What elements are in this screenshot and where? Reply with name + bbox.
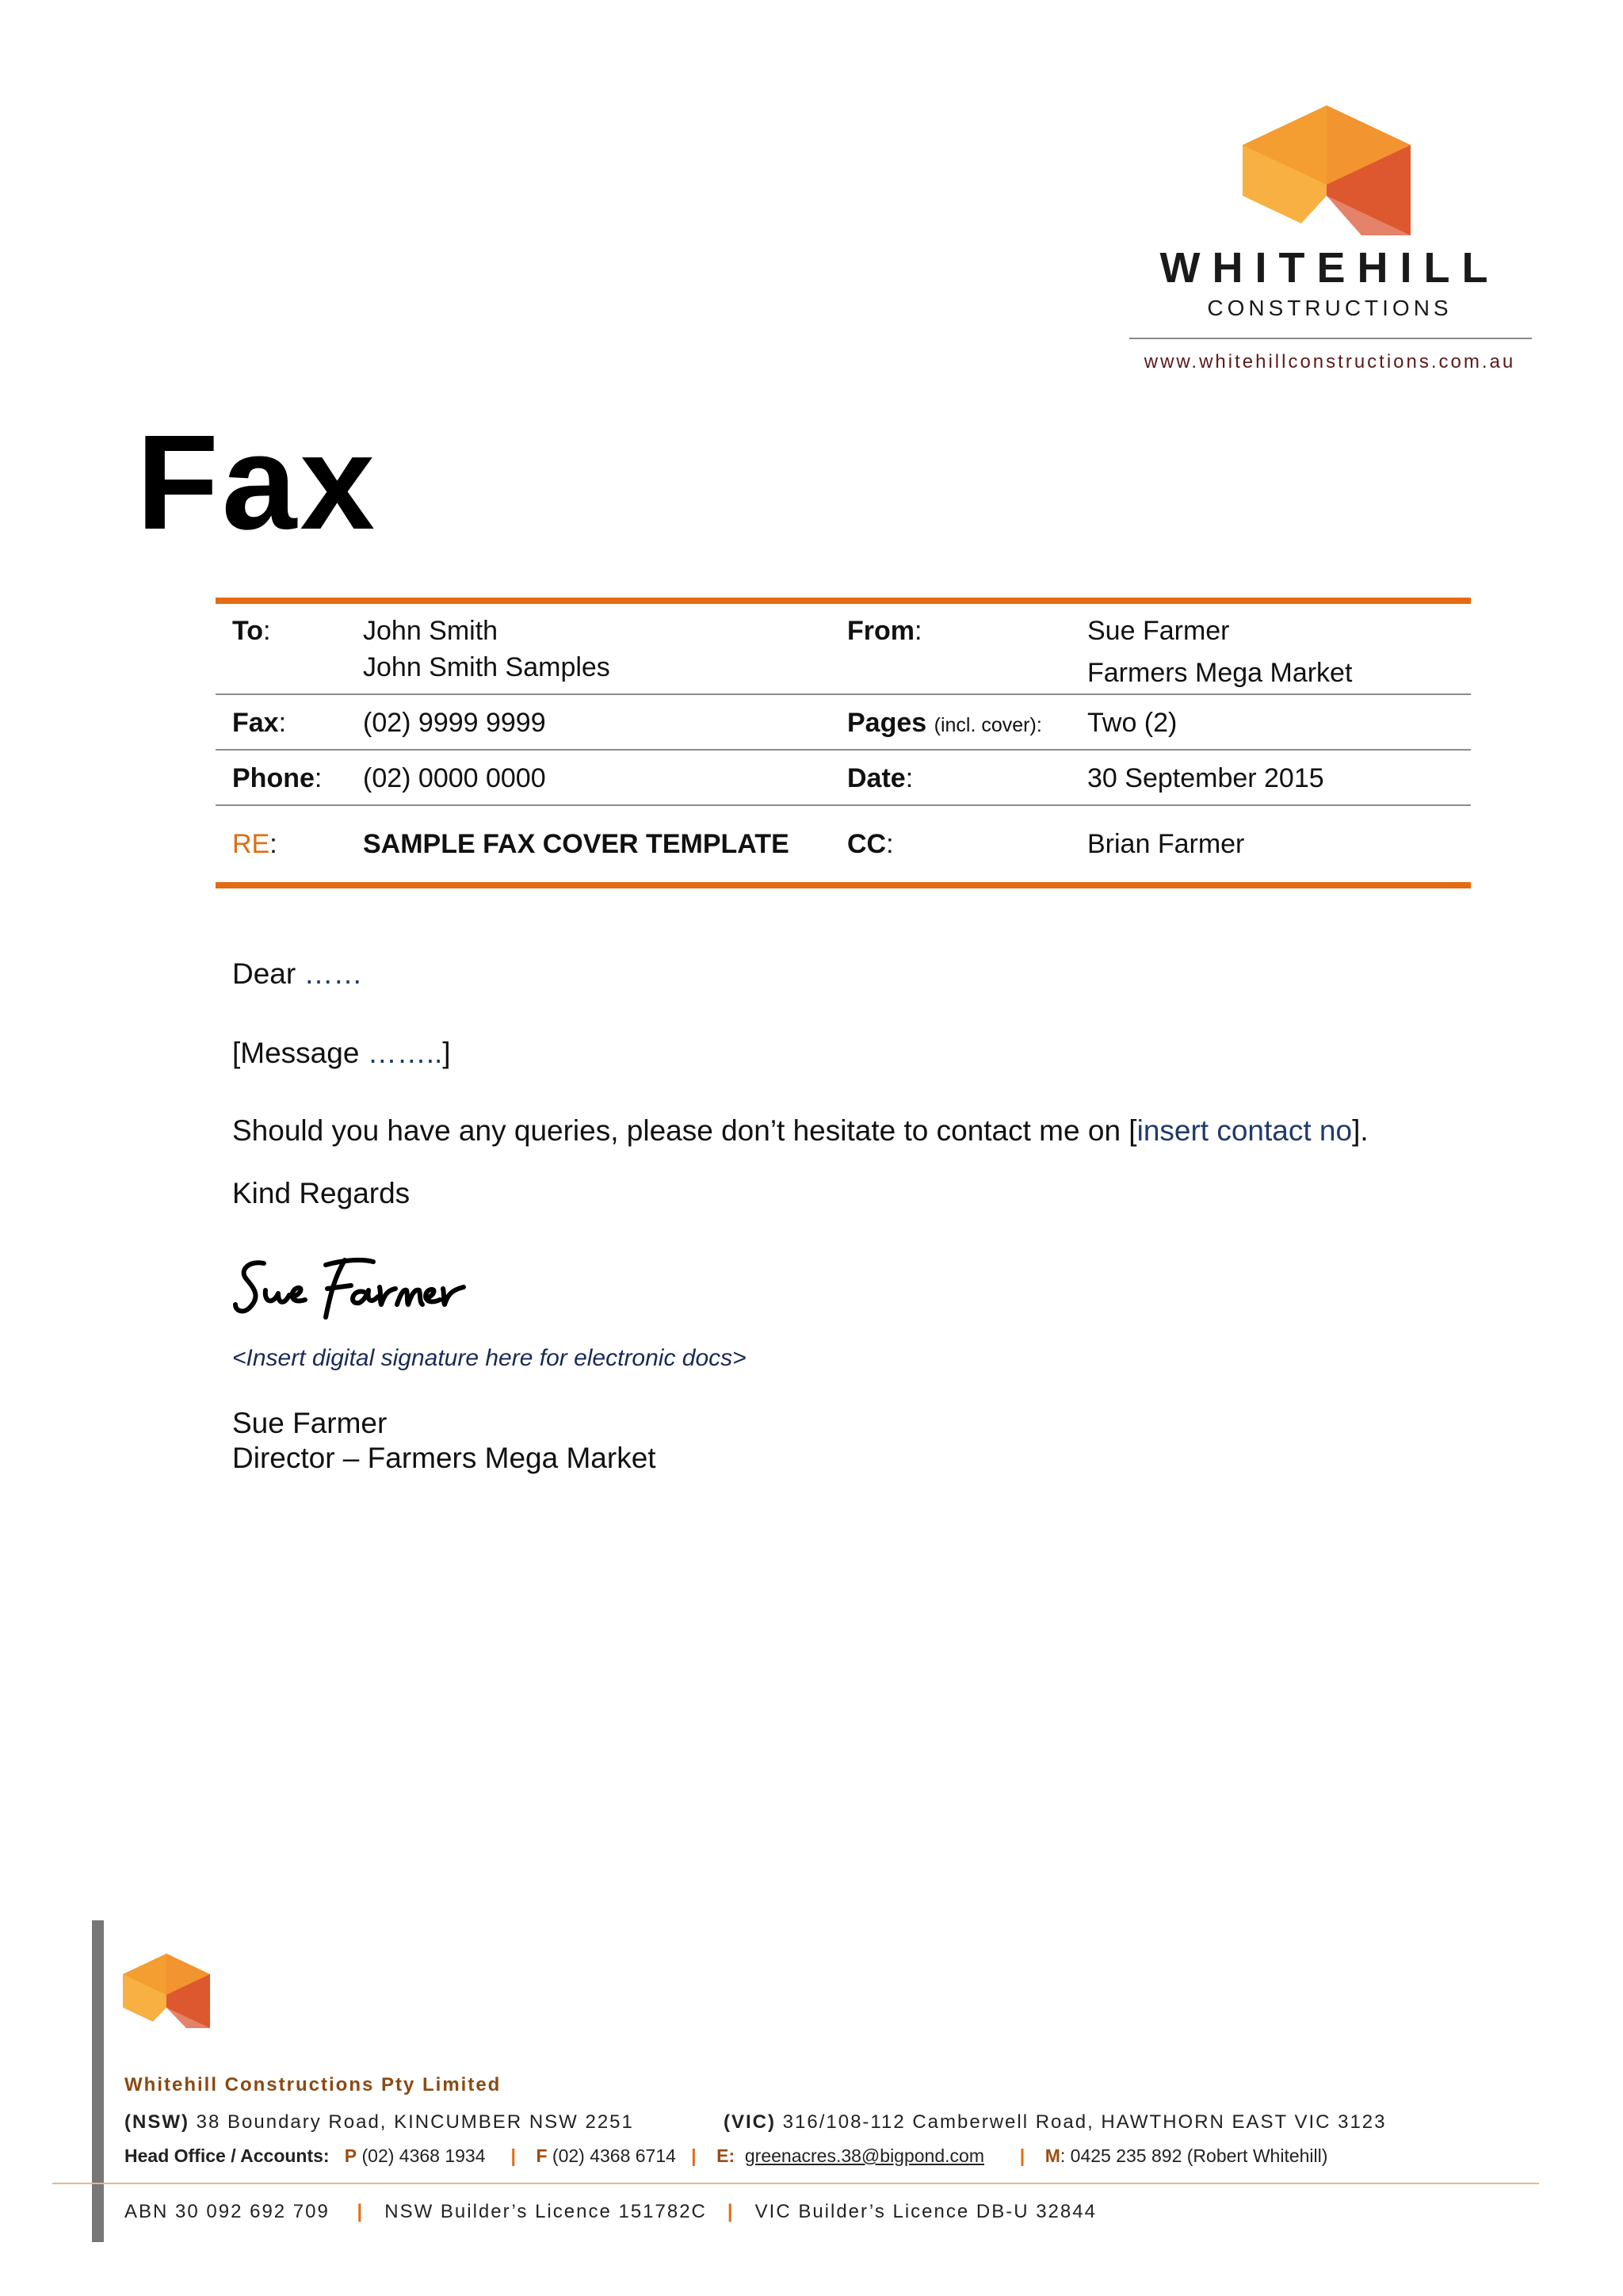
footer-company-name: Whitehill Constructions Pty Limited <box>124 2074 502 2095</box>
date-value: 30 September 2015 <box>1087 763 1324 793</box>
footer-sidebar-bar <box>92 1920 104 2242</box>
cc-value: Brian Farmer <box>1087 829 1245 859</box>
row-divider <box>216 804 1471 806</box>
to-company: John Smith Samples <box>363 652 610 682</box>
phone-value: (02) 0000 0000 <box>363 763 546 793</box>
re-value: SAMPLE FAX COVER TEMPLATE <box>363 829 789 859</box>
pages-label: Pages (incl. cover): <box>847 708 1042 738</box>
handwritten-signature <box>232 1252 478 1324</box>
fax-value: (02) 9999 9999 <box>363 708 546 738</box>
to-label: To: <box>232 616 271 646</box>
footer-divider <box>52 2183 1539 2184</box>
to-name: John Smith <box>363 616 498 646</box>
brand-url[interactable]: www.whitehillconstructions.com.au <box>1144 351 1516 372</box>
phone-label: Phone: <box>232 763 323 793</box>
re-label: RE: <box>232 829 277 859</box>
cc-label: CC: <box>847 829 894 859</box>
whitehill-logo-icon <box>1243 105 1411 235</box>
row-divider <box>216 749 1471 751</box>
page-title: Fax <box>136 407 378 558</box>
contact-placeholder[interactable]: insert contact no <box>1136 1114 1353 1147</box>
email-link[interactable]: greenacres.38@bigpond.com <box>744 2145 984 2166</box>
queries-text: Should you have any queries, please don’t hesitate to contact me on [insert contact no]. <box>232 1114 1369 1147</box>
signature-note: <Insert digital signature here for electronic docs> <box>232 1345 747 1371</box>
from-name: Sue Farmer <box>1087 616 1230 646</box>
sender-name: Sue Farmer <box>232 1407 388 1439</box>
header-bottom-rule <box>216 882 1471 888</box>
footer-logo-icon <box>123 1954 210 2028</box>
fax-label: Fax: <box>232 708 287 738</box>
greeting: Dear …… <box>232 957 363 990</box>
vic-address: (VIC) 316/108-112 Camberwell Road, HAWTHORN EAST VIC 3123 <box>724 2111 1387 2133</box>
pages-value: Two (2) <box>1087 708 1178 738</box>
from-label: From: <box>847 616 922 646</box>
brand-name: WHITEHILL <box>1159 244 1500 292</box>
header-top-rule <box>216 598 1471 604</box>
date-label: Date: <box>847 763 914 793</box>
message-placeholder: [Message ……..] <box>232 1037 451 1069</box>
nsw-address: (NSW) 38 Boundary Road, KINCUMBER NSW 2251 <box>124 2111 634 2133</box>
brand-divider <box>1129 338 1532 339</box>
closing: Kind Regards <box>232 1177 411 1209</box>
contact-line: Head Office / Accounts: P (02) 4368 1934 | F (02) 4368 6714 | E: greenacres.38@bigpond.com | M: 0425 235 892 (Robert Whitehill) <box>124 2145 1328 2166</box>
brand-subtitle: CONSTRUCTIONS <box>1207 296 1453 320</box>
from-company: Farmers Mega Market <box>1087 658 1353 688</box>
sender-title: Director – Farmers Mega Market <box>232 1442 656 1474</box>
row-divider <box>216 693 1471 695</box>
licence-line: ABN 30 092 692 709 | NSW Builder’s Licence 151782C | VIC Builder’s Licence DB-U 32844 <box>124 2201 1097 2222</box>
